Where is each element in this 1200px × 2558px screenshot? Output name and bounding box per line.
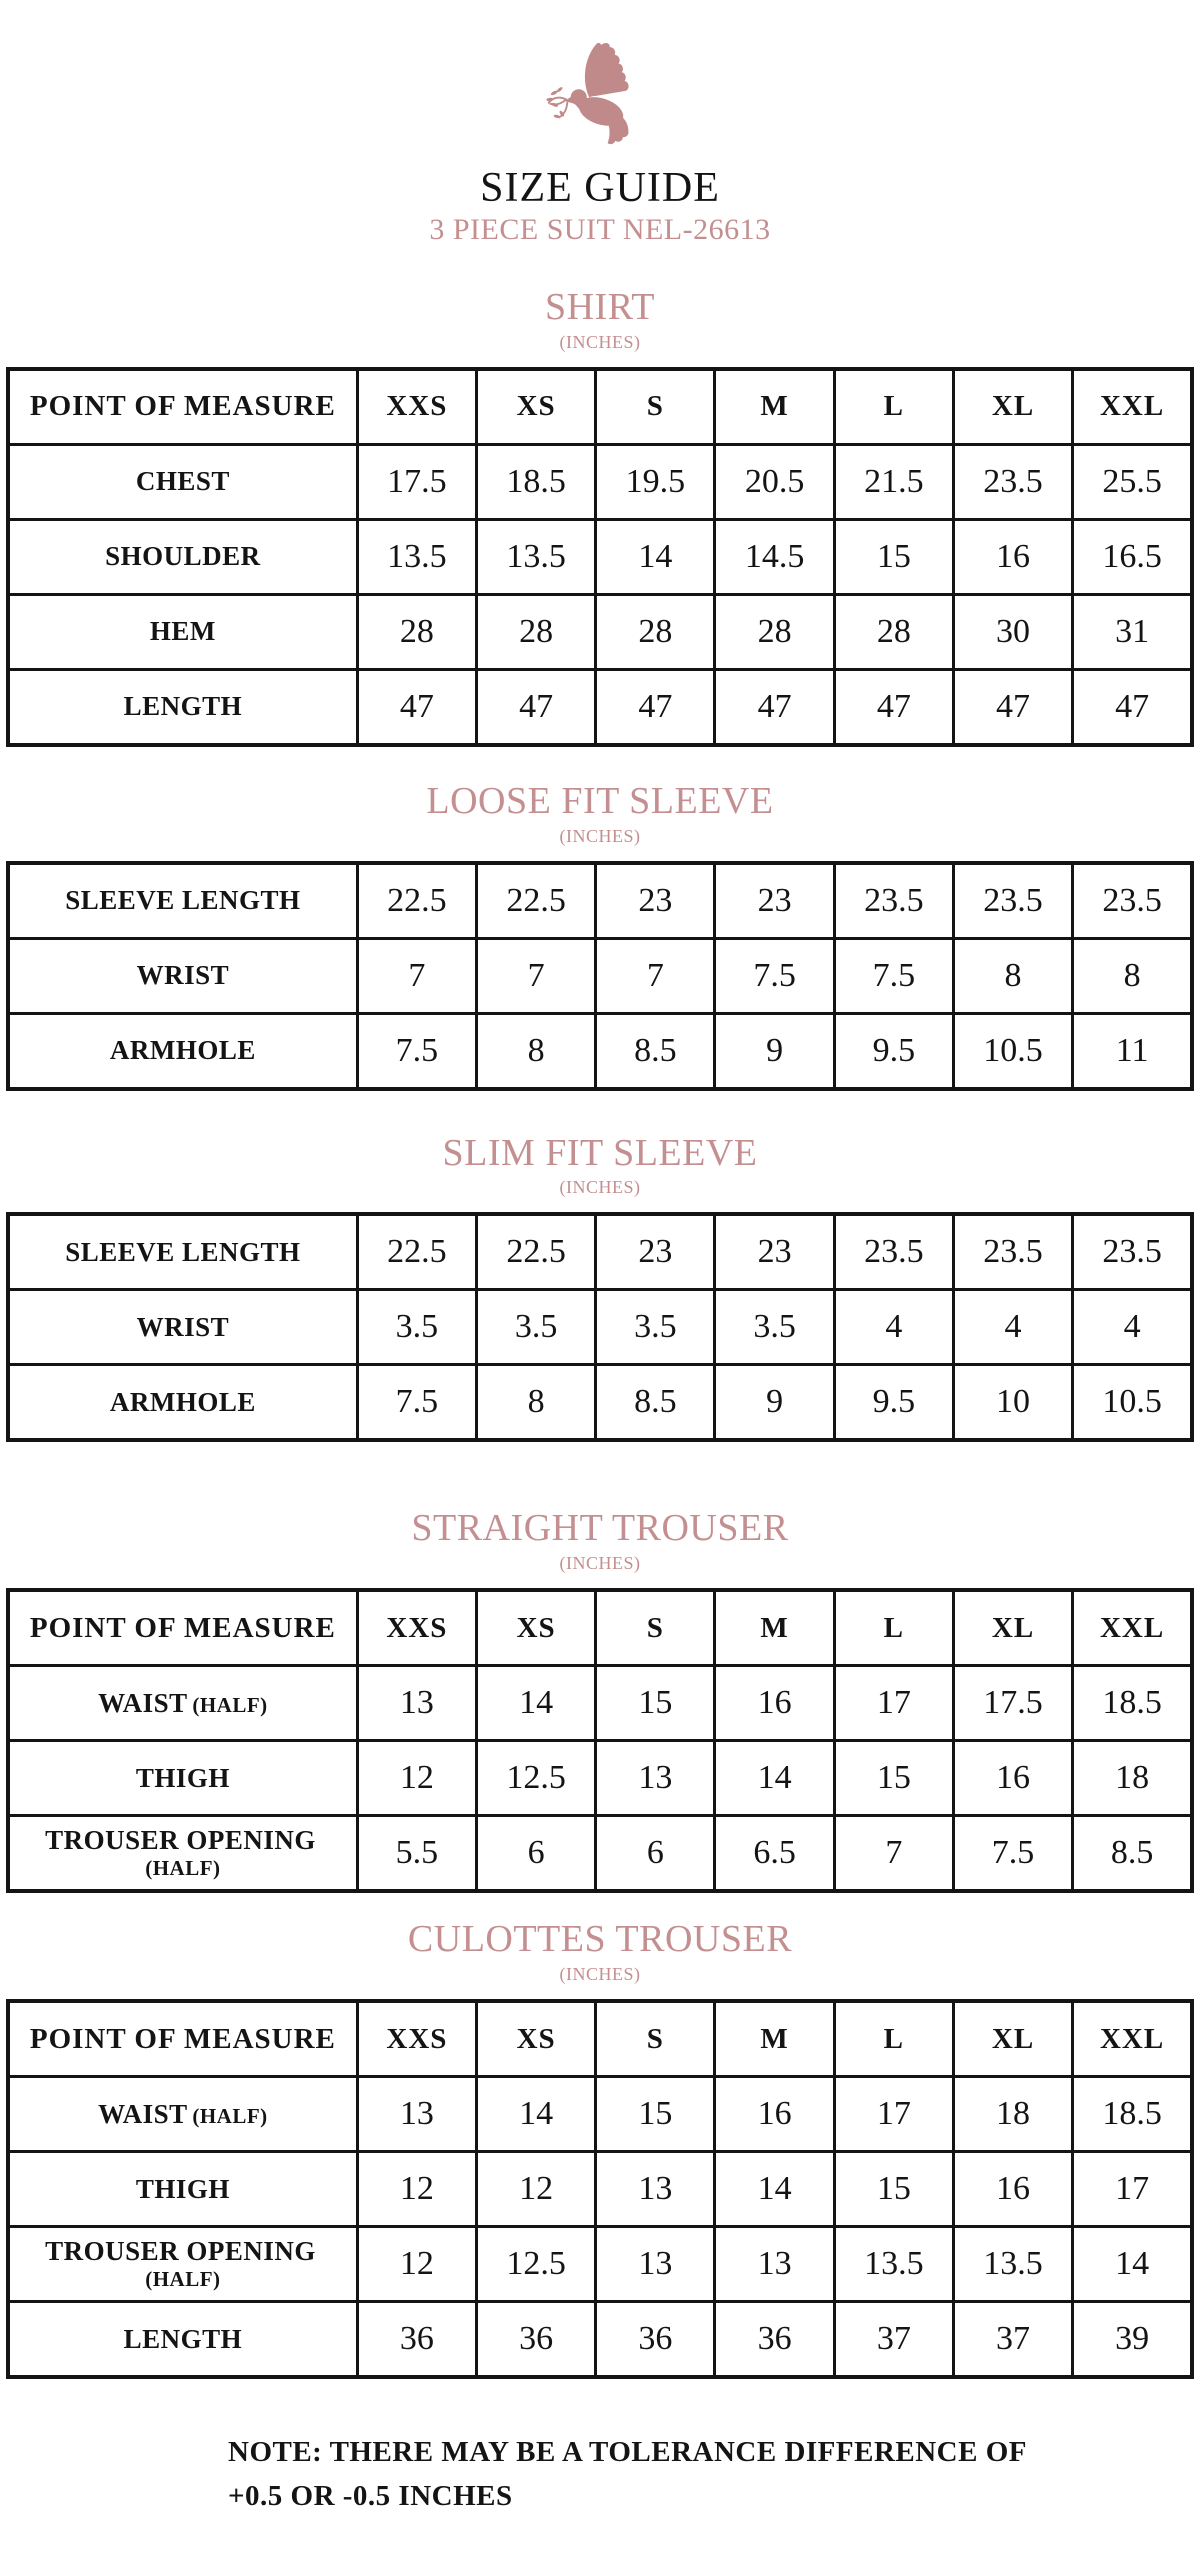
value-cell: 15 xyxy=(596,2077,715,2152)
value-cell: 12 xyxy=(357,2227,476,2302)
row-label-cell: SLEEVE LENGTH xyxy=(8,863,357,939)
size-column-header: XS xyxy=(477,369,596,445)
row-label-cell: WRIST xyxy=(8,938,357,1013)
table-row xyxy=(8,2077,1192,2152)
value-cell: 15 xyxy=(834,2152,953,2227)
table-row xyxy=(8,1365,1192,1441)
value-cell: 7 xyxy=(596,938,715,1013)
row-label-cell: CHEST xyxy=(8,444,357,519)
size-column-header: XS xyxy=(477,2001,596,2077)
value-cell: 3.5 xyxy=(596,1290,715,1365)
table-row xyxy=(8,2227,1192,2302)
size-column-header: L xyxy=(834,369,953,445)
point-of-measure-header: POINT OF MEASURE xyxy=(8,1590,357,1666)
tolerance-note-line-1: NOTE: THERE MAY BE A TOLERANCE DIFFERENCE OF xyxy=(228,2436,1027,2469)
value-cell: 14.5 xyxy=(715,519,834,594)
value-cell: 7.5 xyxy=(715,938,834,1013)
value-cell: 37 xyxy=(834,2302,953,2378)
value-cell: 23.5 xyxy=(1073,863,1192,939)
slim-fit-sleeve-table xyxy=(6,1212,1194,1442)
value-cell: 8.5 xyxy=(596,1365,715,1441)
value-cell: 47 xyxy=(357,669,476,745)
section-title-slim-fit-sleeve: SLIM FIT SLEEVE xyxy=(442,1131,758,1174)
value-cell: 17 xyxy=(834,1666,953,1741)
row-label-cell: SLEEVE LENGTH xyxy=(8,1214,357,1290)
value-cell: 12.5 xyxy=(477,1741,596,1816)
value-cell: 16.5 xyxy=(1073,519,1192,594)
row-label-cell: TROUSER OPENING (HALF) xyxy=(8,2227,357,2302)
value-cell: 7 xyxy=(834,1816,953,1892)
value-cell: 30 xyxy=(953,594,1072,669)
section-title-shirt: SHIRT xyxy=(544,286,655,329)
table-row xyxy=(8,444,1192,519)
value-cell: 12.5 xyxy=(477,2227,596,2302)
value-cell: 16 xyxy=(953,2152,1072,2227)
value-cell: 36 xyxy=(715,2302,834,2378)
table-row xyxy=(8,1666,1192,1741)
value-cell: 13 xyxy=(596,2227,715,2302)
value-cell: 17 xyxy=(834,2077,953,2152)
value-cell: 14 xyxy=(477,1666,596,1741)
value-cell: 11 xyxy=(1073,1013,1192,1089)
value-cell: 39 xyxy=(1073,2302,1192,2378)
value-cell: 18.5 xyxy=(1073,2077,1192,2152)
straight-trouser-table xyxy=(6,1588,1194,1893)
value-cell: 9.5 xyxy=(834,1013,953,1089)
size-column-header: S xyxy=(596,369,715,445)
value-cell: 7.5 xyxy=(953,1816,1072,1892)
value-cell: 16 xyxy=(715,1666,834,1741)
value-cell: 16 xyxy=(953,519,1072,594)
value-cell: 23.5 xyxy=(1073,1214,1192,1290)
size-column-header: XXS xyxy=(357,2001,476,2077)
row-label-cell: LENGTH xyxy=(8,669,357,745)
value-cell: 14 xyxy=(715,2152,834,2227)
value-cell: 23 xyxy=(596,1214,715,1290)
table-row xyxy=(8,1816,1192,1892)
size-column-header: XXS xyxy=(357,1590,476,1666)
value-cell: 13.5 xyxy=(834,2227,953,2302)
value-cell: 22.5 xyxy=(357,1214,476,1290)
value-cell: 8 xyxy=(477,1013,596,1089)
shirt-table-container xyxy=(0,367,1200,747)
value-cell: 17.5 xyxy=(953,1666,1072,1741)
section-title-straight-trouser: STRAIGHT TROUSER xyxy=(411,1507,789,1550)
value-cell: 28 xyxy=(715,594,834,669)
value-cell: 9 xyxy=(715,1365,834,1441)
slim-fit-sleeve-table-container xyxy=(0,1212,1200,1442)
loose-fit-sleeve-table-container xyxy=(0,861,1200,1091)
row-label-cell: ARMHOLE xyxy=(8,1013,357,1089)
row-label-cell: THIGH xyxy=(8,2152,357,2227)
value-cell: 7 xyxy=(357,938,476,1013)
value-cell: 13 xyxy=(596,1741,715,1816)
value-cell: 23 xyxy=(715,1214,834,1290)
value-cell: 8.5 xyxy=(596,1013,715,1089)
value-cell: 23.5 xyxy=(953,444,1072,519)
value-cell: 4 xyxy=(834,1290,953,1365)
size-column-header: XL xyxy=(953,1590,1072,1666)
value-cell: 13 xyxy=(357,1666,476,1741)
value-cell: 5.5 xyxy=(357,1816,476,1892)
row-label-cell: LENGTH xyxy=(8,2302,357,2378)
header-row xyxy=(8,2001,1192,2077)
section-unit-label: (INCHES) xyxy=(559,1177,641,1198)
value-cell: 28 xyxy=(477,594,596,669)
shirt-table xyxy=(6,367,1194,747)
value-cell: 18 xyxy=(953,2077,1072,2152)
value-cell: 12 xyxy=(477,2152,596,2227)
value-cell: 17.5 xyxy=(357,444,476,519)
size-column-header: XS xyxy=(477,1590,596,1666)
table-row xyxy=(8,2302,1192,2378)
size-column-header: XL xyxy=(953,2001,1072,2077)
tolerance-note xyxy=(228,2431,1200,2518)
value-cell: 4 xyxy=(953,1290,1072,1365)
table-row xyxy=(8,1290,1192,1365)
size-column-header: XL xyxy=(953,369,1072,445)
section-title-culottes-trouser: CULOTTES TROUSER xyxy=(407,1918,793,1961)
value-cell: 21.5 xyxy=(834,444,953,519)
section-unit-label: (INCHES) xyxy=(559,825,641,846)
value-cell: 12 xyxy=(357,2152,476,2227)
straight-trouser-table-container xyxy=(0,1588,1200,1893)
value-cell: 13.5 xyxy=(953,2227,1072,2302)
value-cell: 19.5 xyxy=(596,444,715,519)
value-cell: 6.5 xyxy=(715,1816,834,1892)
size-column-header: M xyxy=(715,1590,834,1666)
value-cell: 13.5 xyxy=(357,519,476,594)
product-name: 3 PIECE SUIT NEL-26613 xyxy=(429,213,771,247)
size-column-header: S xyxy=(596,1590,715,1666)
value-cell: 15 xyxy=(596,1666,715,1741)
value-cell: 23.5 xyxy=(834,863,953,939)
value-cell: 22.5 xyxy=(477,1214,596,1290)
value-cell: 18.5 xyxy=(477,444,596,519)
header-row xyxy=(8,1590,1192,1666)
table-row xyxy=(8,594,1192,669)
value-cell: 37 xyxy=(953,2302,1072,2378)
value-cell: 16 xyxy=(953,1741,1072,1816)
loose-fit-sleeve-table xyxy=(6,861,1194,1091)
row-label-cell: WAIST (HALF) xyxy=(8,1666,357,1741)
row-label-cell: SHOULDER xyxy=(8,519,357,594)
value-cell: 28 xyxy=(834,594,953,669)
value-cell: 36 xyxy=(477,2302,596,2378)
section-shirt xyxy=(0,287,1200,747)
point-of-measure-header: POINT OF MEASURE xyxy=(8,369,357,445)
value-cell: 47 xyxy=(953,669,1072,745)
value-cell: 15 xyxy=(834,1741,953,1816)
culottes-trouser-table-container xyxy=(0,1999,1200,2379)
value-cell: 18.5 xyxy=(1073,1666,1192,1741)
value-cell: 10.5 xyxy=(1073,1365,1192,1441)
value-cell: 10 xyxy=(953,1365,1072,1441)
value-cell: 14 xyxy=(596,519,715,594)
value-cell: 23.5 xyxy=(953,1214,1072,1290)
culottes-trouser-table xyxy=(6,1999,1194,2379)
value-cell: 36 xyxy=(596,2302,715,2378)
value-cell: 36 xyxy=(357,2302,476,2378)
size-column-header: M xyxy=(715,369,834,445)
value-cell: 12 xyxy=(357,1741,476,1816)
value-cell: 8.5 xyxy=(1073,1816,1192,1892)
table-row xyxy=(8,1741,1192,1816)
table-row xyxy=(8,1013,1192,1089)
value-cell: 47 xyxy=(715,669,834,745)
value-cell: 3.5 xyxy=(715,1290,834,1365)
size-column-header: XXL xyxy=(1073,2001,1192,2077)
size-column-header: M xyxy=(715,2001,834,2077)
value-cell: 13 xyxy=(357,2077,476,2152)
value-cell: 7.5 xyxy=(357,1013,476,1089)
value-cell: 15 xyxy=(834,519,953,594)
page-title: SIZE GUIDE xyxy=(480,165,720,211)
tolerance-note-line-2: +0.5 OR -0.5 INCHES xyxy=(228,2479,513,2512)
value-cell: 17 xyxy=(1073,2152,1192,2227)
value-cell: 22.5 xyxy=(477,863,596,939)
value-cell: 13 xyxy=(596,2152,715,2227)
value-cell: 47 xyxy=(1073,669,1192,745)
value-cell: 6 xyxy=(596,1816,715,1892)
dove-olive-branch-icon xyxy=(540,34,660,154)
row-label-cell: ARMHOLE xyxy=(8,1365,357,1441)
table-row xyxy=(8,1214,1192,1290)
value-cell: 8 xyxy=(953,938,1072,1013)
value-cell: 13.5 xyxy=(477,519,596,594)
row-label-cell: WRIST xyxy=(8,1290,357,1365)
value-cell: 3.5 xyxy=(357,1290,476,1365)
brand-logo xyxy=(0,34,1200,156)
value-cell: 23 xyxy=(596,863,715,939)
section-straight-trouser xyxy=(0,1508,1200,1893)
value-cell: 6 xyxy=(477,1816,596,1892)
value-cell: 9.5 xyxy=(834,1365,953,1441)
table-row xyxy=(8,938,1192,1013)
value-cell: 47 xyxy=(596,669,715,745)
value-cell: 31 xyxy=(1073,594,1192,669)
size-column-header: XXL xyxy=(1073,1590,1192,1666)
value-cell: 47 xyxy=(834,669,953,745)
point-of-measure-header: POINT OF MEASURE xyxy=(8,2001,357,2077)
row-label-cell: WAIST (HALF) xyxy=(8,2077,357,2152)
size-column-header: S xyxy=(596,2001,715,2077)
value-cell: 10.5 xyxy=(953,1013,1072,1089)
table-row xyxy=(8,863,1192,939)
value-cell: 7.5 xyxy=(357,1365,476,1441)
value-cell: 23.5 xyxy=(953,863,1072,939)
table-row xyxy=(8,669,1192,745)
section-title-loose-fit-sleeve: LOOSE FIT SLEEVE xyxy=(426,779,774,822)
size-column-header: L xyxy=(834,1590,953,1666)
row-label-cell: THIGH xyxy=(8,1741,357,1816)
row-label-cell: TROUSER OPENING (HALF) xyxy=(8,1816,357,1892)
header-row xyxy=(8,369,1192,445)
value-cell: 16 xyxy=(715,2077,834,2152)
section-unit-label: (INCHES) xyxy=(559,1553,641,1574)
size-column-header: L xyxy=(834,2001,953,2077)
value-cell: 8 xyxy=(477,1365,596,1441)
size-column-header: XXL xyxy=(1073,369,1192,445)
table-row xyxy=(8,519,1192,594)
value-cell: 13 xyxy=(715,2227,834,2302)
value-cell: 7 xyxy=(477,938,596,1013)
value-cell: 25.5 xyxy=(1073,444,1192,519)
value-cell: 7.5 xyxy=(834,938,953,1013)
value-cell: 8 xyxy=(1073,938,1192,1013)
section-unit-label: (INCHES) xyxy=(559,331,641,352)
value-cell: 28 xyxy=(596,594,715,669)
value-cell: 3.5 xyxy=(477,1290,596,1365)
section-culottes-trouser xyxy=(0,1919,1200,2379)
value-cell: 9 xyxy=(715,1013,834,1089)
value-cell: 23.5 xyxy=(834,1214,953,1290)
value-cell: 18 xyxy=(1073,1741,1192,1816)
value-cell: 14 xyxy=(715,1741,834,1816)
value-cell: 23 xyxy=(715,863,834,939)
value-cell: 20.5 xyxy=(715,444,834,519)
value-cell: 14 xyxy=(477,2077,596,2152)
section-loose-fit-sleeve xyxy=(0,781,1200,1091)
section-unit-label: (INCHES) xyxy=(559,1964,641,1985)
value-cell: 4 xyxy=(1073,1290,1192,1365)
value-cell: 22.5 xyxy=(357,863,476,939)
table-row xyxy=(8,2152,1192,2227)
value-cell: 14 xyxy=(1073,2227,1192,2302)
section-slim-fit-sleeve xyxy=(0,1133,1200,1443)
row-label-cell: HEM xyxy=(8,594,357,669)
size-column-header: XXS xyxy=(357,369,476,445)
value-cell: 47 xyxy=(477,669,596,745)
value-cell: 28 xyxy=(357,594,476,669)
